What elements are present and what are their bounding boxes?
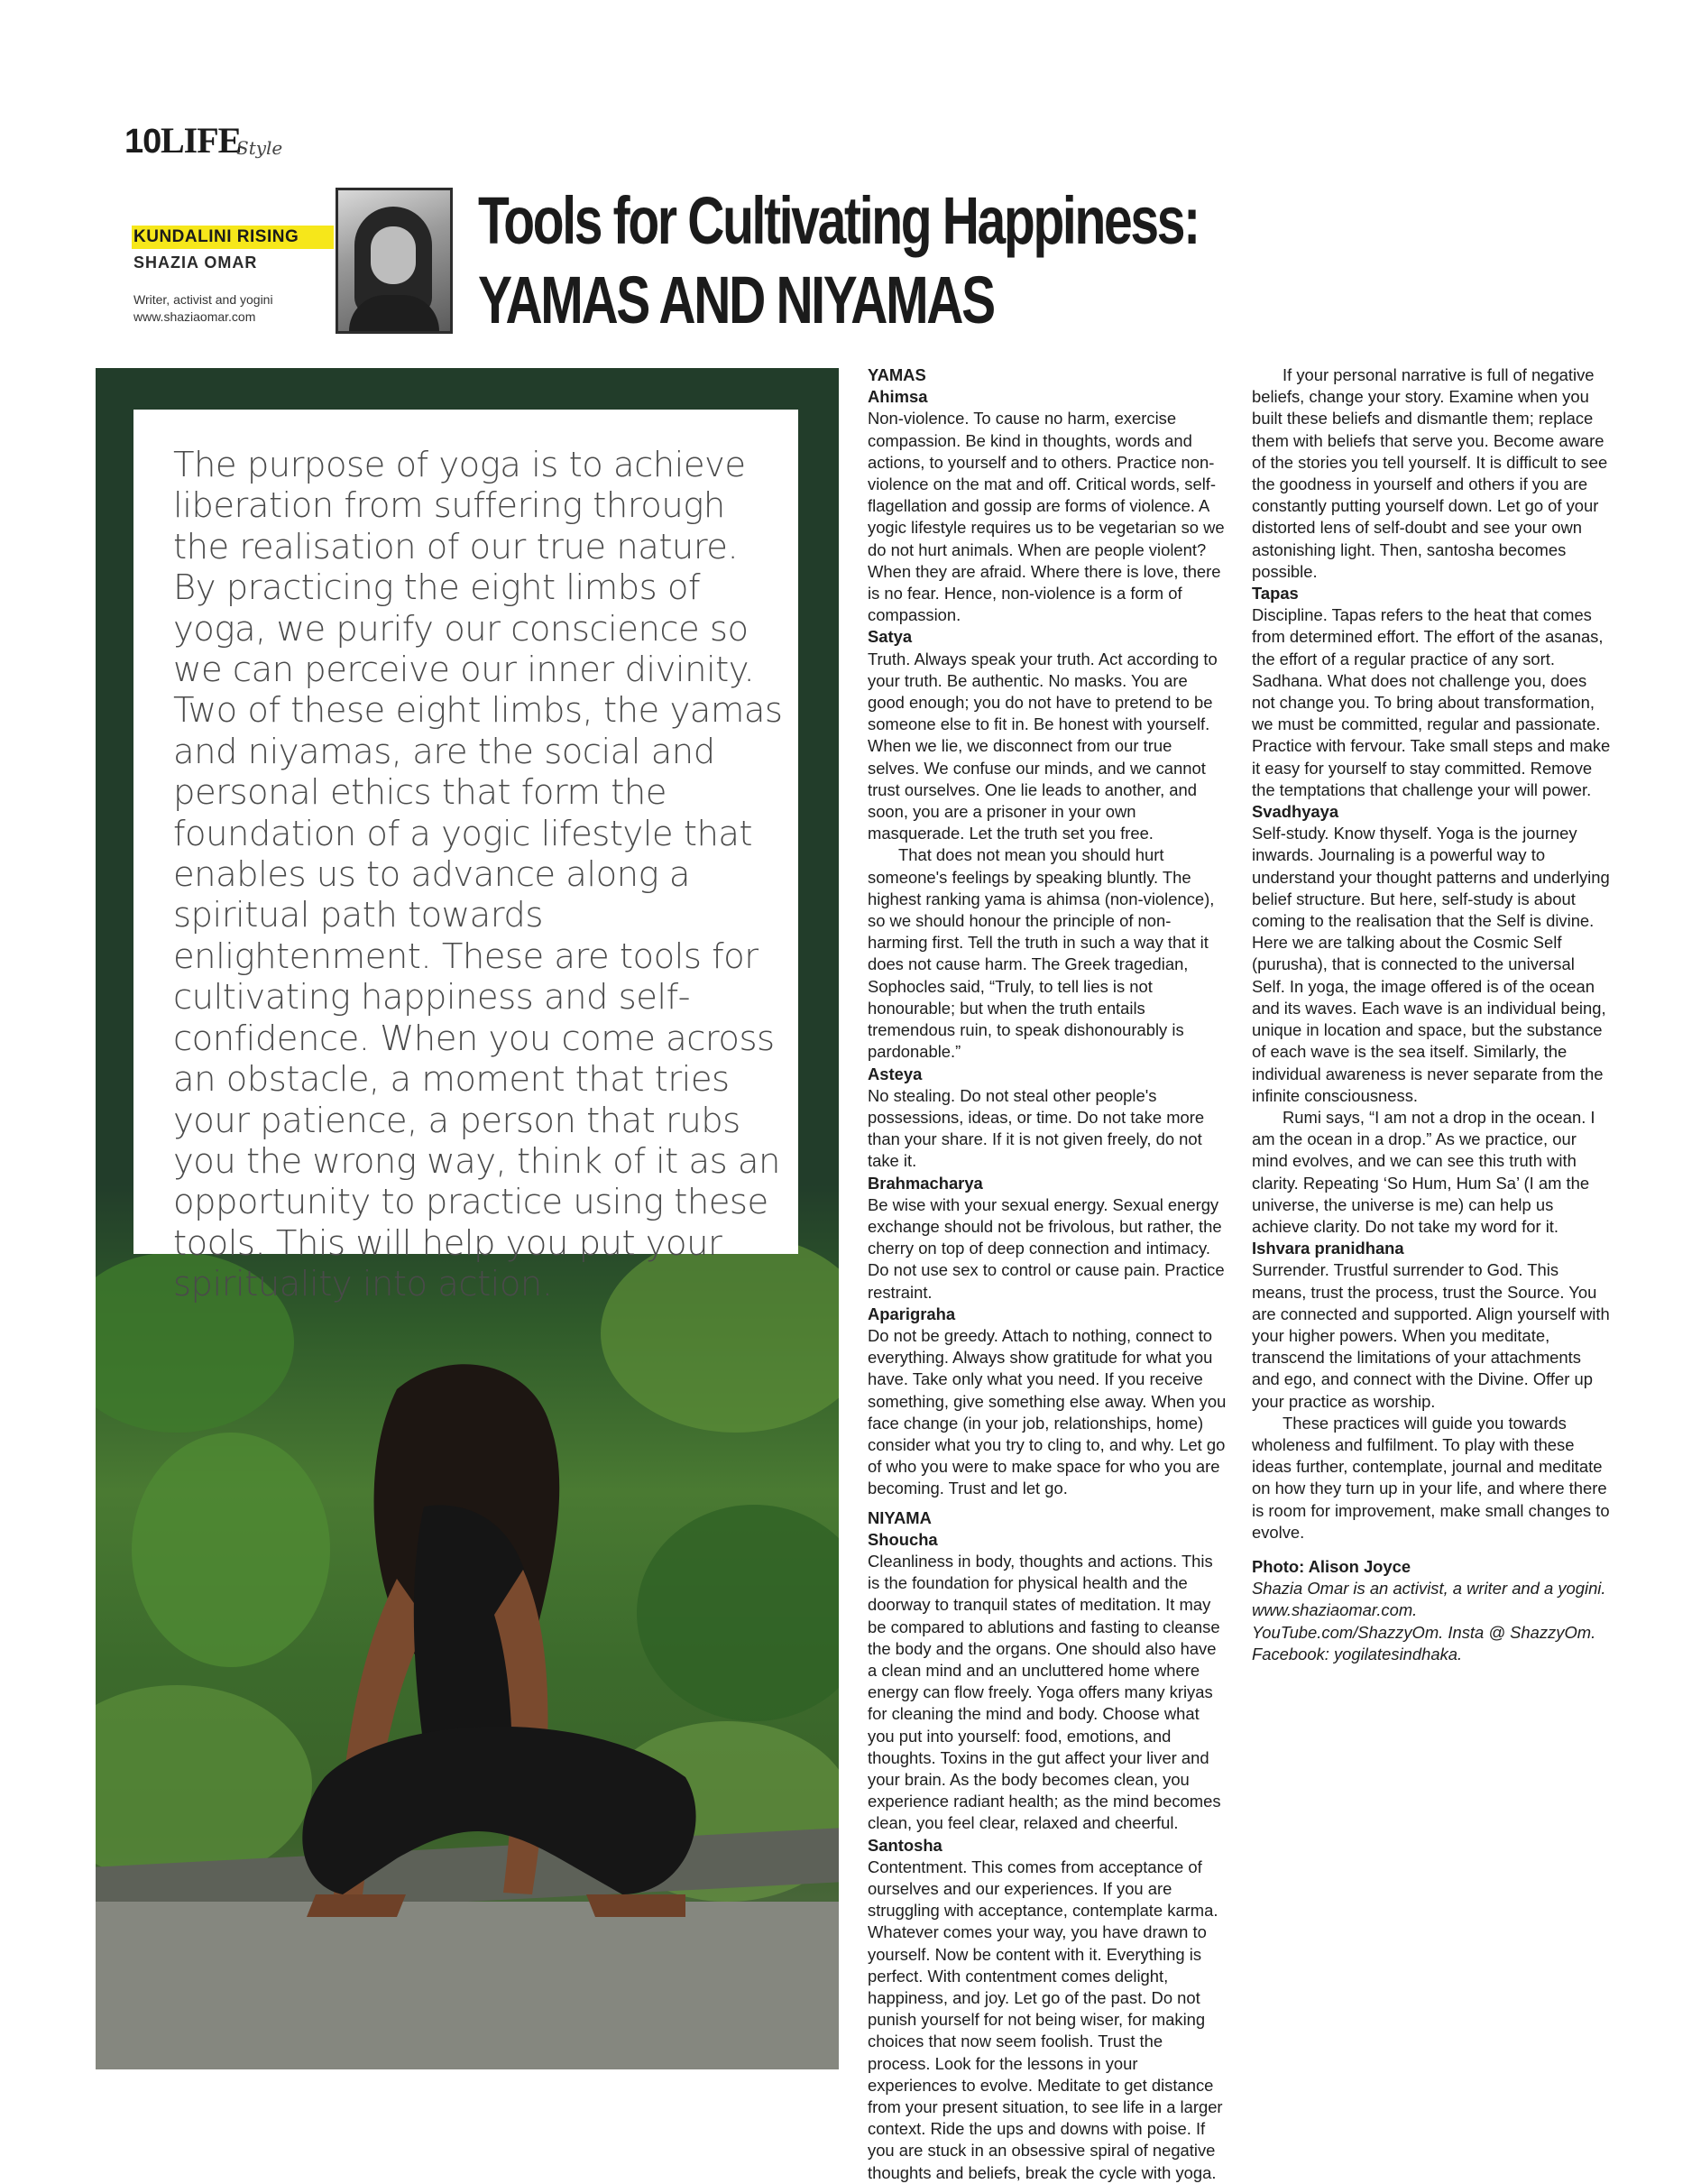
shoucha-text: Cleanliness in body, thoughts and actions. This is the foundation for physical health and the doorway to tranquil states of meditation. It may be compared to ablutions and fasting to cleanse the body and the organs. One should also have a clean mind and an uncluttered home where energy can flow freely. Yoga offers many kriyas for cleaning the mind and body. Choose what you put into yourself: food, emotions, and thoughts. Toxins in the gut affect your liver and your brain. As the body becomes clean, you experience radiant health; as the mind becomes clean, you feel clear, relaxed and cheerful.	[868, 1551, 1221, 1833]
niyama-heading: NIYAMA	[868, 1507, 932, 1527]
shoucha-title: Shoucha	[868, 1529, 938, 1549]
satya-text-2: That does not mean you should hurt someone's feelings by speaking bluntly. The highest ranking yama is ahimsa (non-violence), so we should honour the principle of non-harming first. Tell the truth in such a way that it does not cause harm. The Greek tragedian, Sophocles said, “Truly, to tell lies is not honourable; but when the truth entails tremendous ruin, to speak dishonourably is pardonable.”	[868, 845, 1215, 1062]
svadhyaya-text: Self-study. Know thyself. Yoga is the journey inwards. Journaling is a powerful way to understand your thought patterns and underlying belief structure. But here, self-study is about coming to the realisation that the Self is divine. Here we are talking about the Cosmic Self (purusha), that is connected to the universal Self. In yoga, the image offered is of the ocean and its waves. Each wave is an individual being, unique in location and space, but the substance of each wave is the sea itself. Similarly, the individual awareness is never separate from the infinite consciousness.	[1252, 824, 1610, 1105]
author-portrait	[336, 188, 453, 334]
yamas-heading: YAMAS	[868, 365, 926, 384]
satya-title: Satya	[868, 627, 913, 647]
tapas-title: Tapas	[1252, 584, 1299, 604]
lifestyle-logo-script: Style	[236, 137, 283, 159]
brahmacharya-text: Be wise with your sexual energy. Sexual energy exchange should not be frivolous, but rather, the cherry on top of deep connection and intimacy. Do not use sex to control or cause pain. Practice restraint.	[868, 1194, 1225, 1302]
svadhyaya-text-2: Rumi says, “I am not a drop in the ocean. I am the ocean in a drop.” As we practice, our mind evolves, and we can see this truth with clarity. Repeating ‘So Hum, Hum Sa’ (I am the universe, the universe is me) can help us achieve clarity. Do not take my word for it.	[1252, 1107, 1595, 1236]
asteya-text: No stealing. Do not steal other people's possessions, ideas, or time. Do not take more than your share. If it is not given freely, do not take it.	[868, 1085, 1205, 1171]
lifestyle-logo: LIFE	[161, 120, 242, 161]
author-bio: Shazia Omar is an activist, a writer and a yogini. www.shaziaomar.com. YouTube.com/ShazzyOm. Insta @ ShazzyOm. Facebook: yogilatesindhaka.	[1252, 1579, 1606, 1663]
ishvara-title: Ishvara pranidhana	[1252, 1239, 1404, 1258]
article-column-middle	[868, 364, 1227, 2184]
page-number: 10	[124, 123, 161, 161]
photo-credit: Photo: Alison Joyce	[1252, 1556, 1411, 1576]
yogini-photo	[262, 1353, 767, 1985]
headline-line-1: Tools for Cultivating Happiness:	[478, 183, 1199, 258]
column-kicker: KUNDALINI RISING	[133, 227, 299, 246]
headline-line-2: YAMAS AND NIYAMAS	[478, 263, 994, 337]
ahimsa-title: Ahimsa	[868, 387, 928, 407]
feet-shape	[307, 1894, 685, 1917]
author-name: SHAZIA OMAR	[133, 253, 258, 272]
asteya-title: Asteya	[868, 1064, 923, 1083]
ishvara-text-2: These practices will guide you towards wholeness and fulfilment. To play with these ideas further, contemplate, journal and meditate on how they turn up in your life, and where there is room for improvement, make small changes to evolve.	[1252, 1413, 1610, 1542]
brahmacharya-title: Brahmacharya	[868, 1173, 983, 1193]
author-role: Writer, activist and yogini	[133, 292, 273, 307]
ahimsa-text: Non-violence. To cause no harm, exercise compassion. Be kind in thoughts, words and actions, to yourself and to others. Practice non-violence on the mat and off. Critical words, self-flagellation and gossip are forms of violence. A yogic lifestyle requires us to be vegetarian so we do not hurt animals. When are people violent? When they are afraid. Where there is love, there is no fear. Hence, non-violence is a form of compassion.	[868, 409, 1225, 625]
tapas-text: Discipline. Tapas refers to the heat that comes from determined effort. The effort of the asanas, the effort of a regular practice of any sort. Sadhana. What does not challenge you, does not change you. To bring about transformation, we must be committed, regular and passionate. Practice with fervour. Take small steps and make it easy for yourself to stay committed. Remove the temptations that challenge your will power.	[1252, 605, 1611, 799]
santosha-title: Santosha	[868, 1835, 942, 1855]
pull-quote: The purpose of yoga is to achieve liberation from suffering through the realisation of our true nature. By practicing the eight limbs of yoga, we purify our conscience so we can perceive our inner divinity. Two of these eight limbs, the yamas and niyamas, are the social and personal ethics that form the foundation of a yogic lifestyle that enables us to advance along a spiritual path towards enlightenment. These are tools for cultivating happiness and self-confidence. When you come across an obstacle, a moment that tries your patience, a person that rubs you the wrong way, think of it as an opportunity to practice using these tools. This will help you put your spirituality into action.	[173, 445, 783, 1305]
santosha-text-2: If your personal narrative is full of negative beliefs, change your story. Examine when you built these beliefs and dismantle them; replace them with beliefs that serve you. Become aware of the stories you tell yourself. It is difficult to see the goodness in yourself and others if you are constantly putting yourself down. Let go of your distorted lens of self-doubt and see your own astonishing light. Then, santosha becomes possible.	[1252, 365, 1608, 581]
aparigraha-title: Aparigraha	[868, 1304, 956, 1323]
aparigraha-text: Do not be greedy. Attach to nothing, connect to everything. Always show gratitude for what you have. Take only what you need. If you receive something, give something else away. When you face change (in your job, relationships, home) consider what you try to cling to, and why. Let go of who you were to make space for who you are becoming. Trust and let go.	[868, 1325, 1227, 1498]
svadhyaya-title: Svadhyaya	[1252, 802, 1339, 822]
article-column-right	[1252, 364, 1611, 1665]
santosha-text: Contentment. This comes from acceptance of ourselves and our experiences. If you are struggling with acceptance, contemplate karma. Whatever comes your way, you have drawn to yourself. Now be content with it. Everything is perfect. With contentment comes delight, happiness, and joy. Let go of the past. Do not punish yourself for not being wiser, for making choices that now seem foolish. Trust the process. Look for the lessons in your experiences to evolve. Meditate to get distance from your present situation, to see life in a larger context. Ride the ups and downs with poise. If you are stuck in an obsessive spiral of negative thoughts and beliefs, break the cycle with yoga.	[868, 1857, 1223, 2182]
author-website: www.shaziaomar.com	[133, 309, 256, 324]
satya-text: Truth. Always speak your truth. Act according to your truth. Be authentic. No masks. You are good enough; you do not have to pretend to be someone else to fit in. Be honest with yourself. When we lie, we disconnect from our true selves. We confuse our minds, and we cannot trust ourselves. One lie leads to another, and soon, you are a prisoner in your own masquerade. Let the truth set you free.	[868, 649, 1218, 843]
ishvara-text: Surrender. Trustful surrender to God. This means, trust the process, trust the Source. You are connected and supported. Align yourself with your higher powers. When you meditate, transcend the limitations of your attachments and ego, and connect with the Divine. Offer up your practice as worship.	[1252, 1260, 1610, 1411]
